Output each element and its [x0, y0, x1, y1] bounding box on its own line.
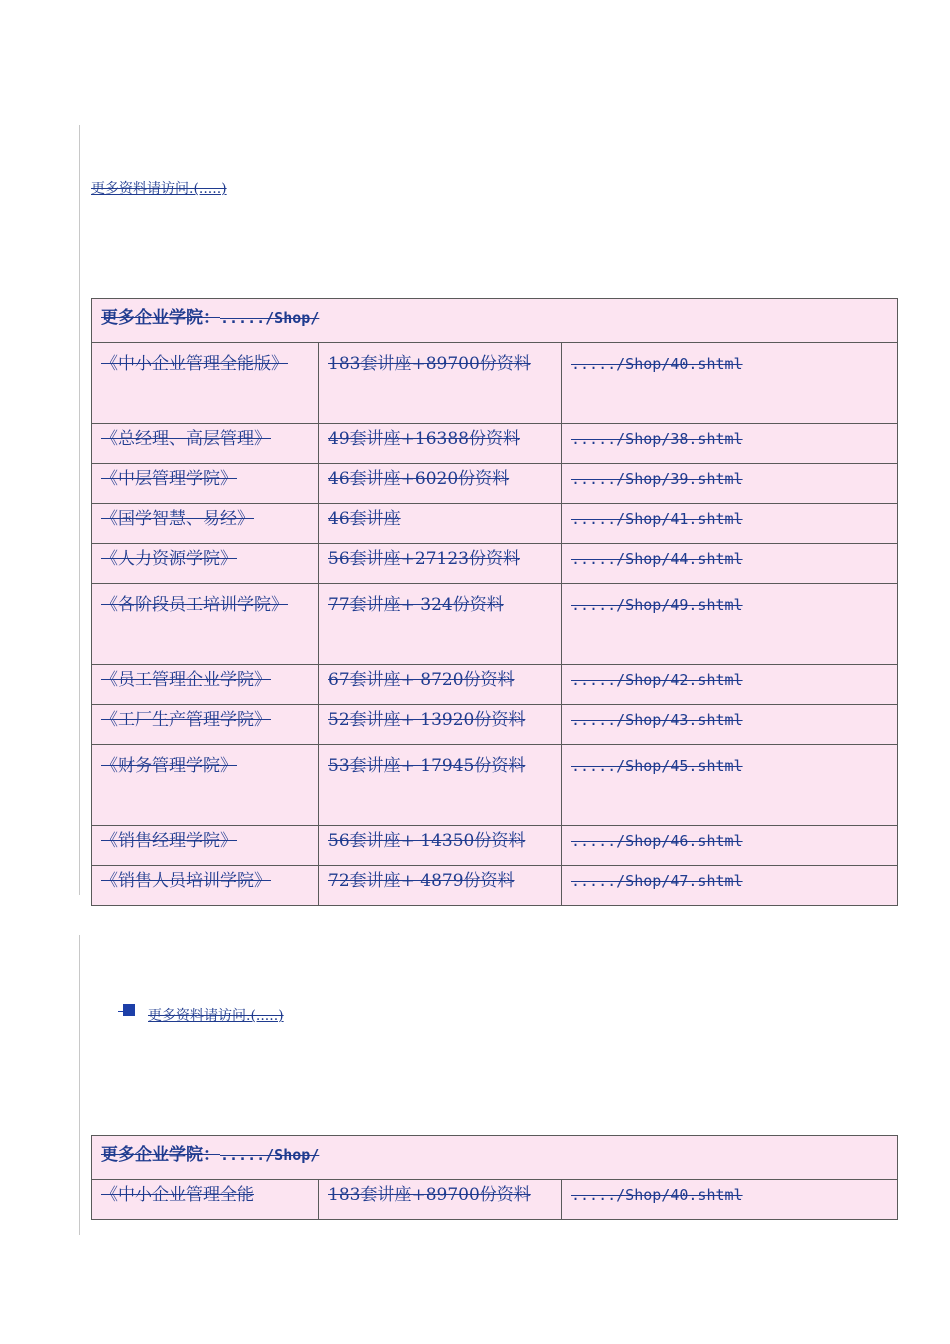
table-row [92, 584, 898, 665]
table-row [92, 544, 898, 584]
row-name-link[interactable]: 《员工管理企业学院》 [101, 670, 271, 690]
table-header-cell [92, 299, 898, 343]
row-url-link[interactable]: ...../Shop/40.shtml [571, 1186, 743, 1204]
row-name-link[interactable]: 《总经理、高层管理》 [101, 429, 271, 449]
row-url-link[interactable]: ...../Shop/47.shtml [571, 872, 743, 890]
row-name-link[interactable]: 《销售人员培训学院》 [101, 871, 271, 891]
row-url-link[interactable]: ...../Shop/46.shtml [571, 832, 743, 850]
row-url-link[interactable]: ...../Shop/49.shtml [571, 596, 743, 614]
table-row [92, 424, 898, 464]
shop-table-2 [91, 1135, 898, 1220]
row-url-link[interactable]: ...../Shop/44.shtml [571, 550, 743, 568]
margin-line-mid [79, 935, 80, 1235]
shop-table [91, 298, 898, 906]
row-name-link[interactable]: 《各阶段员工培训学院》 [101, 595, 288, 615]
table-header-label: 更多企业学院： [101, 1145, 220, 1165]
table-header-link[interactable]: ...../Shop/ [220, 1146, 320, 1164]
table-header-label: 更多企业学院： [101, 308, 220, 328]
table-header-cell [92, 1136, 898, 1180]
row-url-link[interactable]: ...../Shop/41.shtml [571, 510, 743, 528]
row-url-link[interactable]: ...../Shop/40.shtml [571, 355, 743, 373]
table-header-row [92, 1136, 898, 1180]
table-row [92, 826, 898, 866]
row-name-link[interactable]: 《工厂生产管理学院》 [101, 710, 271, 730]
table-header-row [92, 299, 898, 343]
row-desc-link[interactable]: 46套讲座+6020份资料 [328, 469, 510, 489]
table-row [92, 665, 898, 705]
row-url-link[interactable]: ...../Shop/45.shtml [571, 757, 743, 775]
margin-line-top [79, 125, 80, 895]
table-row [92, 1180, 898, 1220]
row-url-link[interactable]: ...../Shop/43.shtml [571, 711, 743, 729]
table-row [92, 705, 898, 745]
row-desc-link[interactable]: 183套讲座+89700份资料 [328, 354, 531, 374]
row-name-link[interactable]: 《销售经理学院》 [101, 831, 237, 851]
visit-link-top[interactable]: 更多资料请访问.(.....) [91, 181, 227, 197]
table-row [92, 745, 898, 826]
table-row [92, 504, 898, 544]
table-row [92, 343, 898, 424]
row-desc-link[interactable]: 49套讲座+16388份资料 [328, 429, 520, 449]
visit-link-bottom[interactable]: 更多资料请访问.(.....) [148, 1008, 284, 1024]
row-desc-link[interactable]: 67套讲座+ 8720份资料 [328, 670, 515, 690]
row-name-link[interactable]: 《国学智慧、易经》 [101, 509, 254, 529]
row-desc-link[interactable]: 52套讲座+ 13920份资料 [328, 710, 526, 730]
row-name-link[interactable]: 《人力资源学院》 [101, 549, 237, 569]
row-desc-link[interactable]: 56套讲座+27123份资料 [328, 549, 520, 569]
row-name-link[interactable]: 《中小企业管理全能 [101, 1185, 254, 1205]
row-name-link[interactable]: 《中层管理学院》 [101, 469, 237, 489]
table-header-link[interactable]: ...../Shop/ [220, 309, 320, 327]
row-url-link[interactable]: ...../Shop/39.shtml [571, 470, 743, 488]
row-desc-link[interactable]: 77套讲座+ 324份资料 [328, 595, 504, 615]
row-url-link[interactable]: ...../Shop/42.shtml [571, 671, 743, 689]
row-desc-link[interactable]: 56套讲座+ 14350份资料 [328, 831, 526, 851]
row-desc-link[interactable]: 53套讲座+ 17945份资料 [328, 756, 526, 776]
row-desc-link[interactable]: 72套讲座+ 4879份资料 [328, 871, 515, 891]
row-name-link[interactable]: 《中小企业管理全能版》 [101, 354, 288, 374]
table-row [92, 464, 898, 504]
row-name-link[interactable]: 《财务管理学院》 [101, 756, 237, 776]
bullet-square-icon [123, 1004, 135, 1016]
row-desc-link[interactable]: 183套讲座+89700份资料 [328, 1185, 531, 1205]
table-row [92, 866, 898, 906]
row-desc-link[interactable]: 46套讲座 [328, 509, 401, 529]
row-url-link[interactable]: ...../Shop/38.shtml [571, 430, 743, 448]
